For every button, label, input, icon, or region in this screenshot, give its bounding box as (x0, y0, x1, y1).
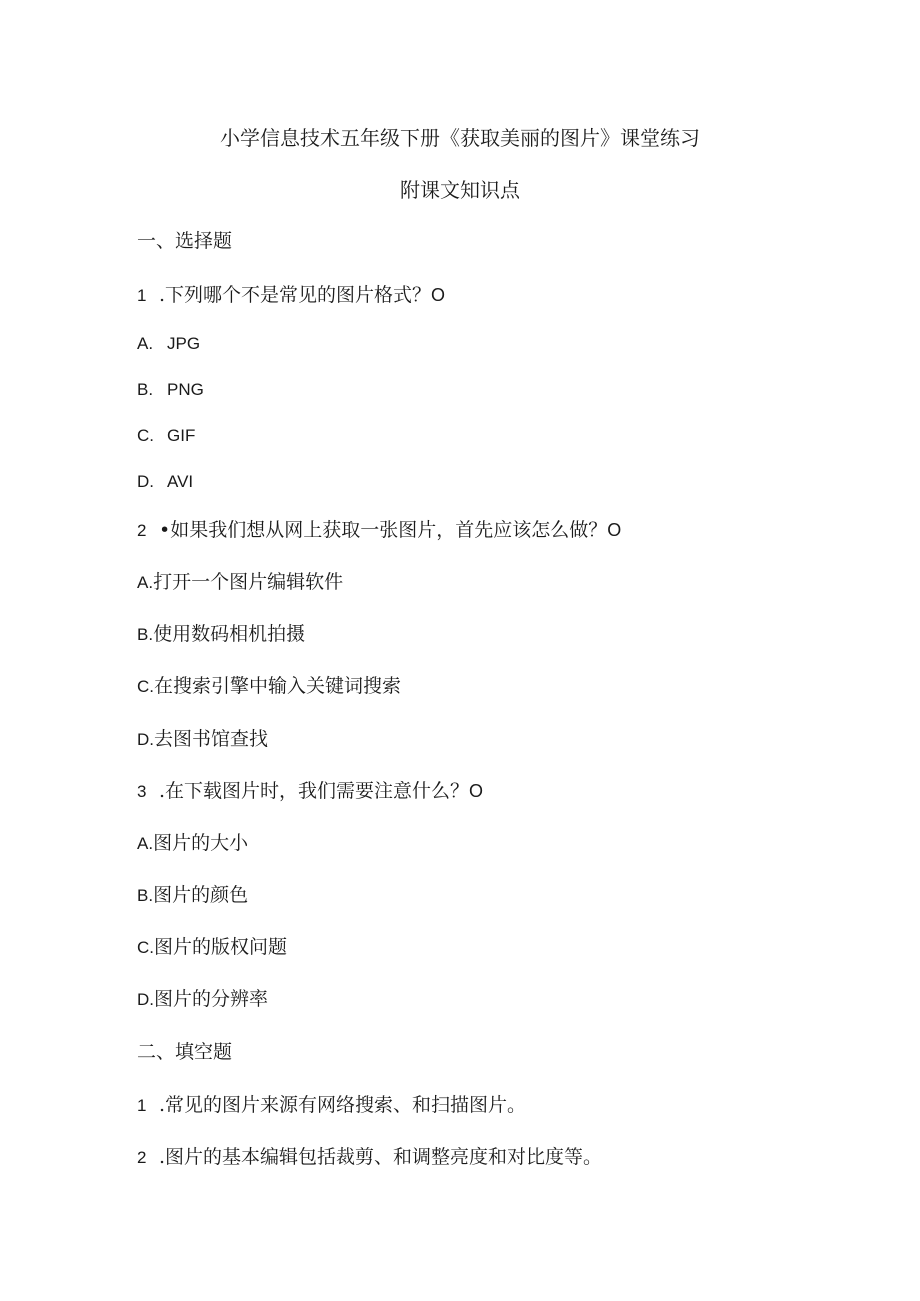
option-letter: D. (137, 730, 154, 749)
question-number: 1 (137, 286, 147, 305)
question-3 (137, 779, 483, 804)
question-text: .常见的图片来源有网络搜索、和扫描图片。 (159, 1094, 527, 1116)
option-text: 图片的颜色 (153, 884, 249, 906)
option-a (137, 570, 343, 595)
option-b (137, 622, 305, 647)
option-letter: D. (137, 990, 154, 1009)
option-text: GIF (167, 426, 196, 445)
option-c (137, 423, 195, 448)
question-1 (137, 283, 445, 308)
option-text: 使用数码相机拍摄 (153, 623, 306, 645)
option-letter: B. (137, 380, 154, 399)
option-d (137, 469, 193, 494)
document-subtitle: 附课文知识点 (400, 178, 520, 202)
section-heading-fill-blank: 二、填空题 (137, 1041, 233, 1063)
question-text: •如果我们想从网上获取一张图片，首先应该怎么做？ (159, 519, 608, 541)
option-letter: C. (137, 677, 154, 696)
answer-blank: O (431, 285, 446, 305)
option-a (137, 331, 200, 356)
option-d (137, 727, 268, 752)
option-text: 图片的版权问题 (154, 936, 288, 958)
question-2 (137, 518, 621, 543)
question-number: 1 (137, 1096, 147, 1115)
option-text: 在搜索引擎中输入关键词搜索 (154, 675, 402, 697)
document-title: 小学信息技术五年级下册《获取美丽的图片》课堂练习 (220, 126, 700, 150)
option-c (137, 935, 287, 960)
option-c (137, 674, 401, 699)
option-b (137, 377, 204, 402)
option-text: 图片的大小 (153, 832, 249, 854)
option-letter: A. (137, 834, 154, 853)
question-text: .图片的基本编辑包括裁剪、和调整亮度和对比度等。 (159, 1146, 603, 1168)
option-b (137, 883, 248, 908)
option-letter: A. (137, 334, 154, 353)
option-letter: A. (137, 573, 154, 592)
option-text: PNG (167, 380, 204, 399)
question-number: 3 (137, 782, 147, 801)
option-text: 打开一个图片编辑软件 (153, 571, 344, 593)
question-number: 2 (137, 1148, 147, 1167)
option-letter: C. (137, 426, 154, 445)
fill-question-1 (137, 1093, 526, 1118)
question-text: .在下载图片时，我们需要注意什么？ (159, 780, 470, 802)
option-text: 图片的分辨率 (154, 988, 269, 1010)
fill-question-2 (137, 1145, 602, 1170)
answer-blank: O (469, 781, 484, 801)
question-number: 2 (137, 521, 147, 540)
option-d (137, 987, 268, 1012)
answer-blank: O (607, 520, 622, 540)
option-letter: B. (137, 625, 154, 644)
option-a (137, 831, 248, 856)
option-text: 去图书馆查找 (154, 728, 269, 750)
question-text: .下列哪个不是常见的图片格式？ (159, 284, 432, 306)
option-text: JPG (167, 334, 201, 353)
option-letter: B. (137, 886, 154, 905)
option-letter: D. (137, 472, 154, 491)
section-heading-choice: 一、选择题 (137, 230, 233, 252)
option-letter: C. (137, 938, 154, 957)
option-text: AVI (167, 472, 194, 491)
